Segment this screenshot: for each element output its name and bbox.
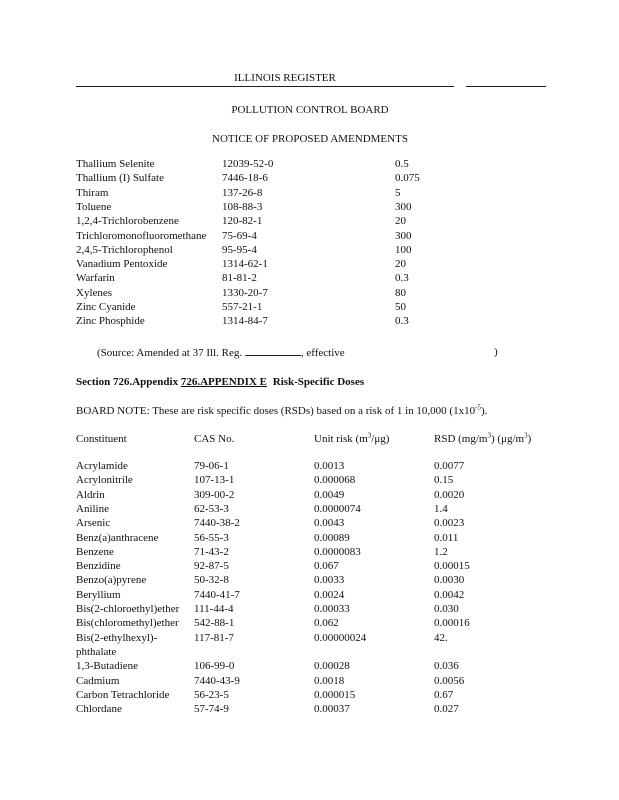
- constituent-name: Beryllium: [76, 588, 121, 601]
- constituent-cas: 50-32-8: [194, 574, 229, 587]
- unit-risk-value: 0.0043: [314, 517, 345, 530]
- constituent-cas: 7440-43-9: [194, 674, 240, 687]
- rsd-value: 0.00016: [434, 617, 470, 630]
- unit-risk-value: 0.00037: [314, 703, 350, 716]
- dose-value: 0.3: [395, 315, 409, 328]
- col-header-rsd: [434, 433, 531, 445]
- rsd-value: 1.4: [434, 502, 448, 515]
- dose-value: 20: [395, 215, 406, 228]
- constituent-cas: 79-06-1: [194, 460, 229, 472]
- section-heading: [76, 376, 364, 388]
- rsd-value: 0.011: [434, 531, 459, 544]
- rsd-sup: 3: [487, 431, 491, 440]
- rsd-label: RSD (mg/m: [434, 433, 488, 445]
- constituent-cas: 92-87-5: [194, 560, 229, 573]
- unit-risk-value: 0.00000024: [314, 631, 367, 644]
- rsd-value: 1.2: [434, 545, 448, 558]
- constituent-name: Cadmium: [76, 674, 120, 687]
- constituent-name: Acrylamide: [76, 460, 128, 472]
- constituent-name: Benz(a)anthracene: [76, 531, 159, 544]
- cas-number: 1314-84-7: [222, 315, 268, 328]
- col-header-constituent: Constituent: [76, 433, 127, 445]
- unit-risk-value: 0.00033: [314, 603, 350, 615]
- dose-value: 5: [395, 186, 401, 199]
- cas-number: 108-88-3: [222, 200, 263, 213]
- constituent-cas: 106-99-0: [194, 660, 235, 673]
- cas-number: 75-69-4: [222, 229, 257, 242]
- rsd-value: 0.0020: [434, 488, 465, 501]
- rsd-value: 42.: [434, 631, 448, 644]
- dose-value: 50: [395, 301, 406, 313]
- constituent-name: Chlordane: [76, 703, 122, 716]
- constituent-name: Bis(2-ethylhexyl)-: [76, 631, 158, 644]
- source-middle: , effective: [300, 347, 345, 359]
- header-rule-right: [466, 86, 546, 87]
- constituent-name: Benzo(a)pyrene: [76, 574, 147, 587]
- chemical-name: Thallium (I) Sulfate: [76, 172, 164, 185]
- register-title: ILLINOIS REGISTER: [234, 72, 336, 84]
- chemical-name: Thiram: [76, 186, 109, 199]
- constituent-cas: 107-13-1: [194, 474, 235, 487]
- rsd-value: 0.00015: [434, 560, 470, 573]
- constituent-cas: 7440-41-7: [194, 588, 240, 601]
- dose-value: 20: [395, 258, 406, 271]
- unit-risk-value: 0.0000083: [314, 545, 361, 558]
- constituent-name: Aniline: [76, 502, 109, 515]
- unit-risk-value: 0.0049: [314, 488, 345, 501]
- constituent-name: Aldrin: [76, 488, 105, 501]
- chemical-name: Toluene: [76, 200, 112, 213]
- chemical-name: Xylenes: [76, 286, 113, 299]
- unit-risk-end: /μg): [371, 433, 390, 445]
- constituent-cas: 309-00-2: [194, 488, 235, 501]
- rsd-value: 0.0042: [434, 588, 465, 601]
- cas-number: 1314-62-1: [222, 258, 268, 271]
- rsd-value: 0.030: [434, 603, 459, 615]
- constituent-cas: 71-43-2: [194, 545, 229, 558]
- unit-risk-value: 0.0013: [314, 460, 345, 472]
- board-note-text: BOARD NOTE: These are risk specific doses (RSDs) based on a risk of 1 in 10,000 (1x10: [76, 405, 476, 417]
- dose-value: 0.075: [395, 172, 420, 185]
- board-note-end: ).: [480, 405, 488, 417]
- unit-risk-label: Unit risk (m: [314, 433, 368, 445]
- cas-number: 557-21-1: [222, 301, 263, 313]
- board-title: POLLUTION CONTROL BOARD: [231, 104, 389, 116]
- dose-value: 300: [395, 200, 412, 213]
- chemical-name: Warfarin: [76, 272, 115, 285]
- source-blank: [245, 346, 301, 356]
- rsd-value: 0.0077: [434, 460, 465, 472]
- unit-risk-value: 0.062: [314, 617, 339, 630]
- rsd-value: 0.0030: [434, 574, 465, 587]
- chemical-name: Vanadium Pentoxide: [76, 258, 168, 271]
- chemical-name: 2,4,5-Trichlorophenol: [76, 243, 173, 256]
- cas-number: 12039-52-0: [222, 158, 274, 170]
- unit-risk-value: 0.000015: [314, 688, 356, 701]
- unit-risk-value: 0.0033: [314, 574, 345, 587]
- cas-number: 137-26-8: [222, 186, 263, 199]
- dose-value: 0.5: [395, 158, 409, 170]
- section-title: Risk-Specific Doses: [272, 376, 365, 388]
- rsd-value: 0.036: [434, 660, 459, 673]
- rsd-value: 0.67: [434, 688, 454, 701]
- rsd-value: 0.15: [434, 474, 454, 487]
- chemical-name: Thallium Selenite: [76, 158, 155, 170]
- rsd-sup2: 3: [524, 431, 528, 440]
- constituent-name: Benzidine: [76, 560, 121, 573]
- cas-number: 1330-20-7: [222, 286, 268, 299]
- constituent-name: 1,3-Butadiene: [76, 660, 139, 673]
- unit-risk-value: 0.0018: [314, 674, 345, 687]
- constituent-cas: 62-53-3: [194, 502, 229, 515]
- constituent-name: Bis(chloromethyl)ether: [76, 617, 179, 630]
- constituent-cas: 111-44-4: [194, 603, 234, 615]
- dose-value: 300: [395, 229, 412, 242]
- unit-risk-value: 0.00089: [314, 531, 350, 544]
- notice-title: NOTICE OF PROPOSED AMENDMENTS: [212, 133, 408, 145]
- header-rule-left: [76, 86, 454, 87]
- constituent-cas: 56-55-3: [194, 531, 229, 544]
- col-header-cas: CAS No.: [194, 433, 235, 445]
- rsd-end: ): [527, 433, 532, 445]
- cas-number: 81-81-2: [222, 272, 257, 285]
- constituent-name: Bis(2-chloroethyl)ether: [76, 603, 180, 615]
- section-appendix: 726.APPENDIX E: [180, 376, 267, 388]
- constituent-cas: 7440-38-2: [194, 517, 240, 530]
- unit-risk-value: 0.0000074: [314, 502, 361, 515]
- constituent-name: Benzene: [76, 545, 114, 558]
- chemical-name: Zinc Phosphide: [76, 315, 145, 328]
- unit-risk-sup: 3: [367, 431, 372, 440]
- dose-value: 80: [395, 286, 406, 299]
- source-close: ): [494, 346, 498, 358]
- section-prefix: Section 726.Appendix: [76, 376, 179, 388]
- cas-number: 7446-18-6: [222, 172, 268, 185]
- constituent-cas: 56-23-5: [194, 688, 229, 701]
- rsd-value: 0.027: [434, 703, 459, 716]
- rsd-mid: ) (μg/m: [490, 433, 525, 445]
- unit-risk-value: 0.0024: [314, 588, 345, 601]
- constituent-cas: 57-74-9: [194, 703, 229, 716]
- constituent-cas: 542-88-1: [194, 617, 235, 630]
- board-note: [76, 405, 487, 417]
- dose-value: 100: [395, 243, 412, 256]
- unit-risk-value: 0.067: [314, 560, 339, 573]
- constituent-name: Carbon Tetrachloride: [76, 688, 170, 701]
- constituent-cas: 117-81-7: [194, 631, 234, 644]
- source-line: [97, 346, 345, 359]
- constituent-name: Arsenic: [76, 517, 111, 530]
- rsd-value: 0.0023: [434, 517, 465, 530]
- cas-number: 120-82-1: [222, 215, 263, 228]
- unit-risk-value: 0.00028: [314, 660, 350, 673]
- chemical-name: Trichloromonofluoromethane: [76, 229, 207, 242]
- dose-value: 0.3: [395, 272, 409, 285]
- col-header-unit-risk: [314, 433, 389, 445]
- rsd-value: 0.0056: [434, 674, 465, 687]
- board-note-sup: -5: [475, 403, 481, 412]
- chemical-name: 1,2,4-Trichlorobenzene: [76, 215, 179, 228]
- cas-number: 95-95-4: [222, 243, 257, 256]
- source-prefix: (Source: Amended at 37 Ill. Reg.: [97, 347, 243, 359]
- constituent-name: Acrylonitrile: [76, 474, 133, 487]
- chemical-name: Zinc Cyanide: [76, 301, 136, 313]
- constituent-name-cont: phthalate: [76, 645, 117, 658]
- unit-risk-value: 0.000068: [314, 474, 356, 487]
